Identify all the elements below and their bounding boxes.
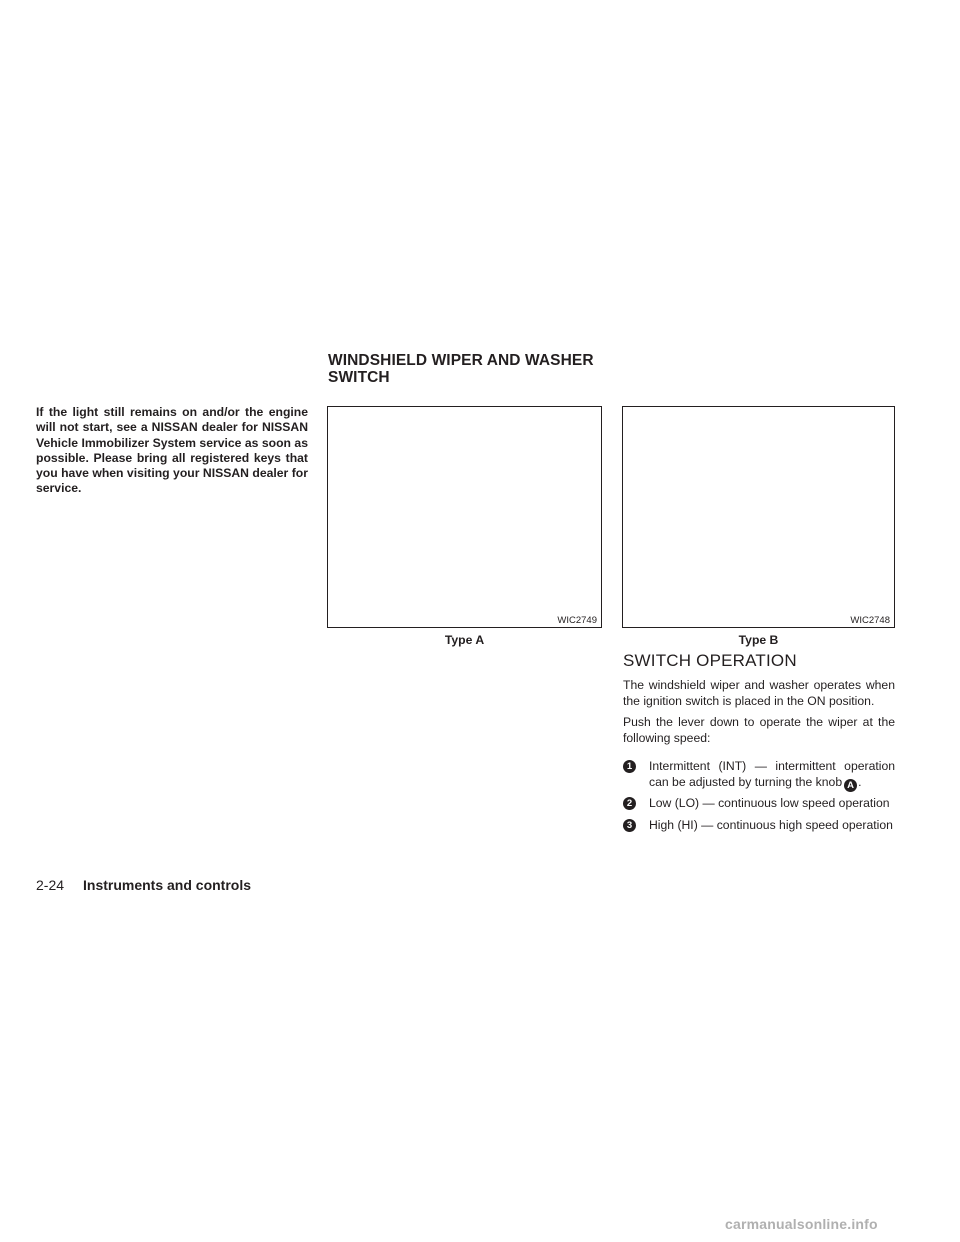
figure-code: WIC2748 — [850, 615, 890, 626]
page-number: 2-24 — [36, 877, 65, 893]
section-title: WINDSHIELD WIPER AND WASHER SWITCH — [328, 352, 594, 386]
knob-marker: A — [844, 779, 857, 792]
watermark: carmanualsonline.info — [725, 1216, 878, 1232]
figure-caption-b: Type B — [738, 633, 779, 647]
figure-caption-a: Type A — [444, 633, 485, 647]
list-item — [623, 759, 895, 792]
number-marker: 2 — [623, 797, 636, 810]
list-item-text: Intermittent (INT) — intermittent operation can be adjusted by turning the knob A . — [649, 759, 895, 791]
list-item — [623, 796, 895, 812]
figure-code: WIC2749 — [557, 615, 597, 626]
figure-type-a — [327, 406, 602, 628]
list-item-text: High (HI) — continuous high speed operation — [649, 818, 893, 832]
paragraph: The windshield wiper and washer operates when the ignition switch is placed in the ON position. — [623, 678, 895, 708]
subheading: SWITCH OPERATION — [623, 651, 797, 670]
list-item — [623, 818, 895, 834]
number-marker: 1 — [623, 760, 636, 773]
footer-section-name: Instruments and controls — [83, 877, 252, 893]
paragraph: Push the lever down to operate the wiper at the following speed: — [623, 715, 895, 745]
number-marker: 3 — [623, 819, 636, 832]
warning-text: If the light still remains on and/or the engine will not start, see a NISSAN dealer for NISSAN Vehicle Immobilizer System service as soon as possible. Please bring all registered keys that you have when visiting your NISSAN dealer for service. — [36, 405, 308, 496]
figure-type-b — [622, 406, 895, 628]
list-item-text: Low (LO) — continuous low speed operation — [649, 796, 890, 810]
